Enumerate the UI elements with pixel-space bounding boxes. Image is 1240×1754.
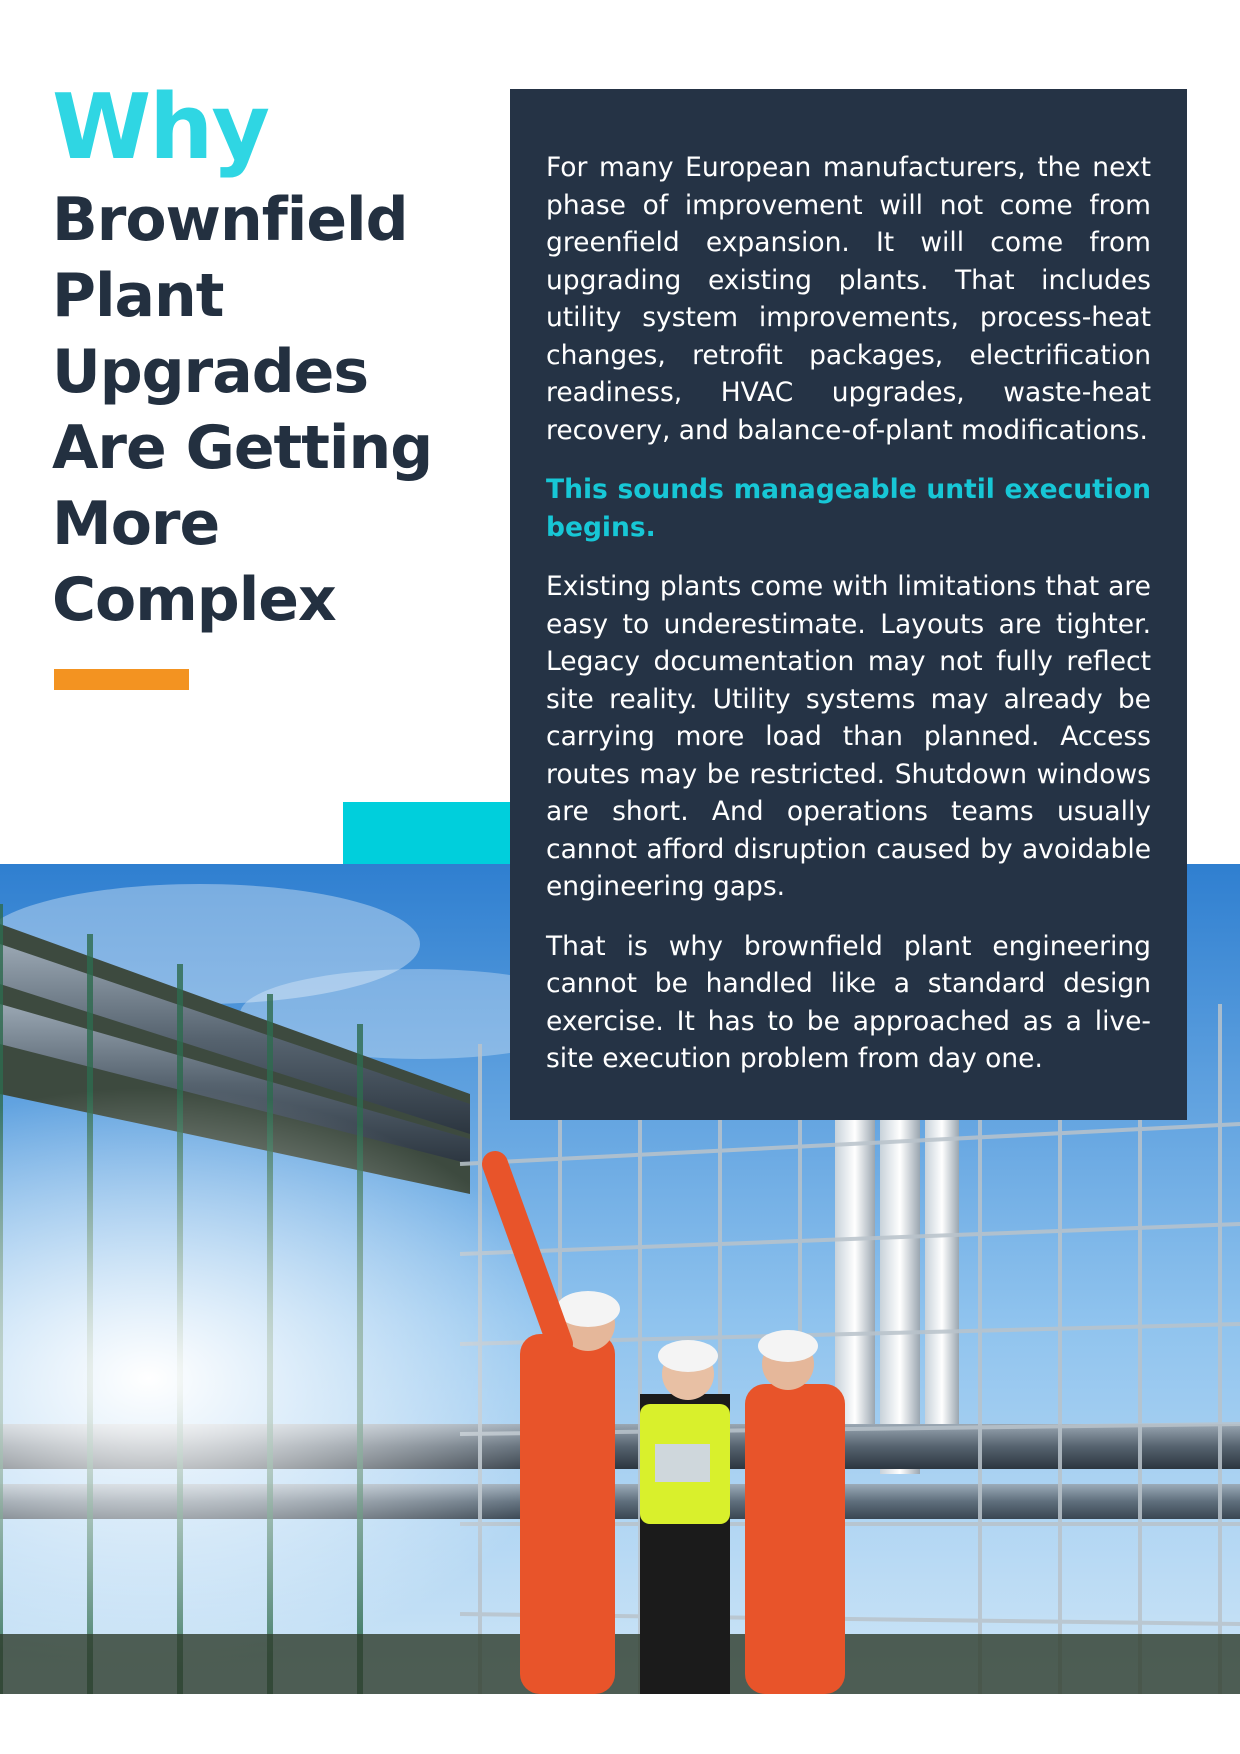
- panel-paragraph: Existing plants come with limitations that are easy to underestimate. Layouts are tighter. Legacy documentation may not fully reflect site reality. Utility systems may already be carrying more load than planned. Access routes may be restricted. Shutdown windows are short. And operations teams usually cannot afford disruption caused by avoidable engineering gaps.: [546, 571, 1151, 902]
- panel-highlight: This sounds manageable until execution begins.: [546, 474, 1151, 543]
- cyan-accent-block: [343, 802, 513, 866]
- panel-paragraph: That is why brownfield plant engineering cannot be handled like a standard design exercise. It has to be approached as a live-site execution problem from day one.: [546, 930, 1151, 1074]
- orange-accent-bar: [54, 669, 189, 690]
- panel-paragraph: For many European manufacturers, the next phase of improvement will not come from greenfield expansion. It will come from upgrading existing plants. That includes utility system improvements, process-heat changes, retrofit packages, electrification readiness, HVAC upgrades, waste-heat recovery, and balance-of-plant modifications.: [546, 152, 1151, 446]
- title-heading: [52, 182, 452, 638]
- title-why: Why: [52, 75, 269, 180]
- page-title: [52, 75, 452, 638]
- title-line: Brownfield: [52, 185, 408, 255]
- title-line: Upgrades: [52, 337, 369, 407]
- title-line: Complex: [52, 565, 336, 635]
- title-line: Are Getting: [52, 413, 433, 483]
- text-panel: [510, 89, 1187, 1120]
- title-line: More: [52, 489, 220, 559]
- title-line: Plant: [52, 261, 224, 331]
